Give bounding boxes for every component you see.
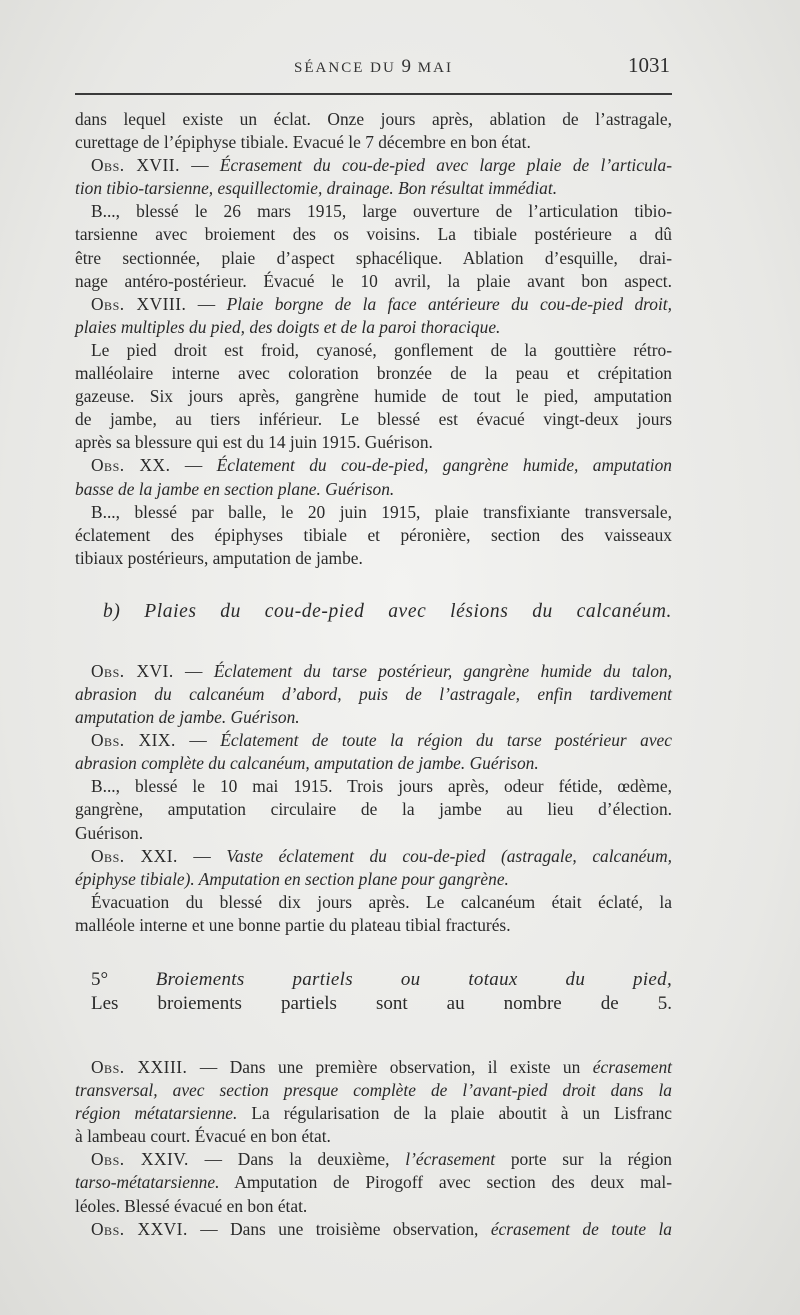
title-month: MAI: [417, 60, 453, 76]
text-line: Le pied droit est froid, cyanosé, gonflement de la gouttière rétro-: [91, 339, 672, 360]
text-line: tibiaux postérieurs, amputation de jambe.: [75, 547, 363, 568]
obs-label: Obs. XXIV.: [91, 1149, 189, 1170]
observation-heading: [75, 845, 672, 868]
obs-dash: —: [179, 155, 220, 176]
section-heading-5: [75, 968, 672, 992]
observation-line: [75, 1056, 672, 1079]
text-line: gazeuse. Six jours après, gangrène humide de tout le pied, amputation: [75, 386, 672, 407]
text-line: dans lequel existe un éclat. Onze jours après, ablation de l’astragale,: [75, 109, 672, 129]
obs-dash: —: [173, 660, 214, 681]
obs-label: Obs. XXI.: [91, 845, 178, 866]
text-line: [75, 1102, 672, 1125]
text-line: être sectionnée, plaie d’aspect sphacélique. Ablation d’esquille, drai-: [75, 247, 672, 268]
section-number: 5°: [91, 969, 109, 990]
obs-title-line: Éclatement de toute la région du tarse postérieur avec: [220, 730, 672, 751]
spacer: [75, 1016, 672, 1056]
text-line: amputation de jambe. Guérison.: [75, 707, 300, 728]
text-line: léoles. Blessé évacué en bon état.: [75, 1195, 308, 1216]
text-line: basse de la jambe en section plane. Guérison.: [75, 478, 395, 499]
text-line: B..., blessé le 10 mai 1915. Trois jours après, odeur fétide, œdème,: [91, 776, 672, 797]
text-run: — Dans une troisième observation,: [187, 1218, 491, 1239]
text-line: Évacuation du blessé dix jours après. Le calcanéum était éclaté, la: [91, 891, 672, 912]
text-run-italic: écrasement de toute la: [490, 1218, 672, 1239]
obs-title-line: Écrasement du cou-de-pied avec large plaie de l’articula-: [219, 155, 672, 176]
text-run: — Dans une première observation, il existe un: [187, 1057, 593, 1077]
text-line: tion tibio-tarsienne, esquillectomie, drainage. Bon résultat immédiat.: [75, 178, 558, 199]
obs-dash: —: [170, 455, 217, 476]
observation-heading: [75, 154, 672, 177]
obs-label: Obs. XX.: [91, 455, 171, 476]
text-line: curettage de l’épiphyse tibiale. Evacué le 7 décembre en bon état.: [75, 132, 531, 153]
obs-dash: —: [175, 730, 221, 751]
text-line: tarsienne avec broiement des os voisins. La tibiale postérieure a dû: [75, 224, 672, 245]
header-rule: [75, 93, 672, 95]
text-line: de jambe, au tiers inférieur. Le blessé est évacué vingt-deux jours: [75, 409, 672, 430]
section-heading-b: b) Plaies du cou-de-pied avec lésions du calcanéum.: [103, 600, 672, 622]
text-run-italic: région métatarsienne.: [75, 1103, 238, 1124]
section-title: Broiements partiels ou totaux du pied,: [155, 969, 672, 990]
obs-dash: —: [177, 845, 227, 866]
text-run: La régularisation de la plaie aboutit à un Lisfranc: [237, 1103, 672, 1124]
running-header: [75, 50, 672, 86]
observation-heading: [75, 729, 672, 752]
obs-title-line: Éclatement du tarse postérieur, gangrène humide du talon,: [213, 660, 672, 681]
page-number: 1031: [628, 53, 670, 77]
text-line: malléolaire interne avec coloration bronzée de la peau et crépitation: [75, 363, 672, 384]
spacer: [75, 937, 672, 968]
observation-heading: [75, 293, 672, 316]
obs-label: Obs. XXIII.: [91, 1057, 188, 1077]
obs-title-line: Plaie borgne de la face antérieure du cou-de-pied droit,: [226, 293, 672, 314]
text-run: porte sur la région: [495, 1149, 673, 1170]
text-run: Amputation de Pirogoff avec section des deux mal-: [219, 1172, 672, 1193]
title-seance: SÉANCE DU: [294, 60, 396, 76]
text-line: transversal, avec section presque complète de l’avant-pied droit dans la: [75, 1080, 672, 1101]
text-line: malléole interne et une bonne partie du plateau tibial fracturés.: [75, 914, 511, 935]
obs-label: Obs. XVI.: [91, 660, 174, 681]
text-run-italic: tarso-métatarsienne.: [75, 1172, 220, 1193]
obs-title-line: Éclatement du cou-de-pied, gangrène humide, amputation: [216, 455, 672, 476]
obs-label: Obs. XIX.: [91, 730, 176, 751]
obs-label: Obs. XVII.: [91, 155, 180, 176]
observation-line: [75, 1148, 672, 1171]
text-run-italic: l’écrasement: [405, 1149, 496, 1170]
obs-dash: —: [186, 293, 227, 314]
section-subtitle: Les broiements partiels sont au nombre de 5.: [91, 993, 672, 1014]
text-run: — Dans la deuxième,: [188, 1149, 406, 1170]
text-line: éclatement des épiphyses tibiale et péronière, section des vaisseaux: [75, 524, 672, 545]
text-line: à lambeau court. Évacué en bon état.: [75, 1126, 331, 1147]
text-line: après sa blessure qui est du 14 juin 1915. Guérison.: [75, 432, 433, 453]
text-line: B..., blessé le 26 mars 1915, large ouverture de l’articulation tibio-: [91, 201, 672, 222]
text-line: épiphyse tibiale). Amputation en section plane pour gangrène.: [75, 868, 509, 889]
body-text: [75, 108, 672, 1241]
text-line: abrasion du calcanéum d’abord, puis de l’astragale, enfin tardivement: [75, 683, 672, 704]
obs-title-line: Vaste éclatement du cou-de-pied (astragale, calcanéum,: [226, 845, 672, 866]
text-line: nage antéro-postérieur. Évacué le 10 avril, la plaie avant bon aspect.: [75, 270, 672, 291]
text-line: abrasion complète du calcanéum, amputation de jambe. Guérison.: [75, 753, 539, 774]
text-line: Guérison.: [75, 822, 144, 843]
observation-heading: [75, 454, 672, 477]
observation-line: [75, 1218, 672, 1241]
running-title: [75, 56, 672, 78]
title-day: 9: [401, 56, 413, 77]
text-line: [75, 1171, 672, 1194]
observation-heading: [75, 660, 672, 683]
spacer: [75, 624, 672, 660]
text-run-italic: écrasement: [592, 1057, 672, 1077]
spacer: [75, 570, 672, 600]
text-line: gangrène, amputation circulaire de la jambe au lieu d’élection.: [75, 799, 672, 820]
text-line: B..., blessé par balle, le 20 juin 1915, plaie transfixiante transversale,: [91, 501, 672, 522]
obs-label: Obs. XXVI.: [91, 1218, 188, 1239]
text-line: plaies multiples du pied, des doigts et de la paroi thoracique.: [75, 316, 501, 337]
obs-label: Obs. XVIII.: [91, 293, 187, 314]
